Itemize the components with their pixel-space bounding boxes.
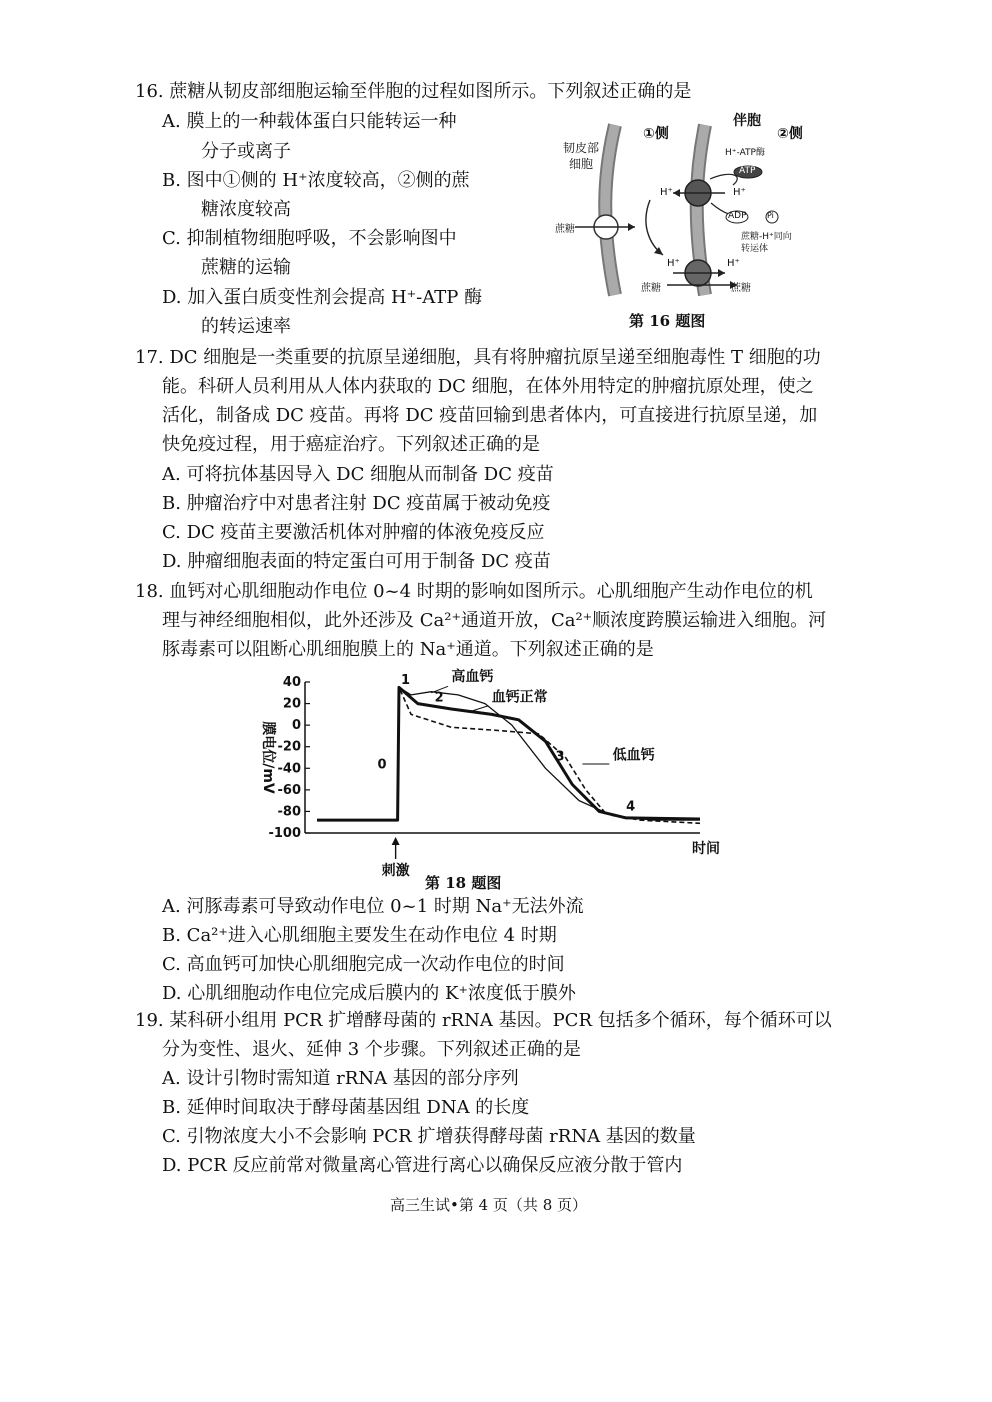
- y-tick-label: 40: [282, 675, 301, 690]
- page-footer: 高三生试•第 4 页（共 8 页）: [390, 1196, 588, 1214]
- q16-option-d-cont: 的转运速率: [201, 316, 291, 337]
- q18-stem-3: 豚毒素可以阻断心肌细胞膜上的 Na⁺通道。下列叙述正确的是: [162, 639, 654, 660]
- stimulus-label: 刺激: [381, 863, 410, 879]
- q18-option-c: C. 高血钙可加快心肌细胞完成一次动作电位的时间: [162, 954, 565, 975]
- series-label-low-calcium: 低血钙: [612, 747, 655, 764]
- leader-normal: [472, 706, 489, 711]
- q18-option-b: B. Ca²⁺进入心肌细胞主要发生在动作电位 4 时期: [162, 925, 557, 946]
- q16-option-a: A. 膜上的一种载体蛋白只能转运一种: [162, 111, 457, 132]
- y-tick-label: 0: [291, 718, 301, 734]
- q18-stem-1: 18. 血钙对心肌细胞动作电位 0~4 时期的影响如图所示。心肌细胞产生动作电位的机: [135, 581, 813, 602]
- y-tick-label: -60: [277, 782, 301, 798]
- q18-stem-2: 理与神经细胞相似，此外还涉及 Ca²⁺通道开放，Ca²⁺顺浓度跨膜运输进入细胞。河: [162, 610, 827, 631]
- adp-label: ADP: [728, 211, 747, 221]
- q19-option-a: A. 设计引物时需知道 rRNA 基因的部分序列: [162, 1068, 519, 1089]
- q19-option-d: D. PCR 反应前常对微量离心管进行离心以确保反应液分散于管内: [162, 1155, 683, 1176]
- q18-figure-caption: 第 18 题图: [425, 874, 502, 892]
- sucrose-bottom-right-label: 蔗糖: [731, 283, 751, 294]
- q19-stem-2: 分为变性、退火、延伸 3 个步骤。下列叙述正确的是: [162, 1039, 581, 1060]
- q18-option-d: D. 心肌细胞动作电位完成后膜内的 K⁺浓度低于膜外: [162, 983, 576, 1004]
- side-1-label: ①侧: [643, 126, 669, 142]
- sucrose-bottom-left-label: 蔗糖: [641, 283, 661, 294]
- sucrose-left-label: 蔗糖: [555, 224, 575, 235]
- symporter-label-2: 转运体: [741, 244, 769, 254]
- symporter-label: 蔗糖-H⁺同向: [741, 232, 792, 242]
- q16-option-b: B. 图中①侧的 H⁺浓度较高，②侧的蔗: [162, 170, 470, 191]
- h-right-label: H⁺: [733, 187, 746, 198]
- q16-option-d: D. 加入蛋白质变性剂会提高 H⁺-ATP 酶: [162, 287, 483, 308]
- q17-option-a: A. 可将抗体基因导入 DC 细胞从而制备 DC 疫苗: [162, 464, 554, 485]
- phase-label-1: 1: [400, 673, 411, 689]
- q16-figure: [555, 105, 815, 300]
- q17-option-b: B. 肿瘤治疗中对患者注射 DC 疫苗属于被动免疫: [162, 493, 551, 514]
- companion-cell-label: 伴胞: [733, 113, 761, 129]
- q17-stem-3: 活化，制备成 DC 疫苗。再将 DC 疫苗回输到患者体内，可直接进行抗原呈递，加: [162, 405, 818, 426]
- phase-label-2: 2: [434, 690, 444, 706]
- y-tick-label: -80: [277, 804, 301, 820]
- q16-figure-caption: 第 16 题图: [629, 312, 706, 330]
- q17-option-d: D. 肿瘤细胞表面的特定蛋白可用于制备 DC 疫苗: [162, 551, 551, 572]
- phase-label-4: 4: [626, 799, 636, 815]
- q19-option-c: C. 引物浓度大小不会影响 PCR 扩增获得酵母菌 rRNA 基因的数量: [162, 1126, 696, 1147]
- h-left-label: H⁺: [660, 187, 673, 198]
- membrane-diagram: [555, 105, 815, 300]
- q16-stem: 16. 蔗糖从韧皮部细胞运输至伴胞的过程如图所示。下列叙述正确的是: [135, 81, 692, 102]
- q18-option-a: A. 河豚毒素可导致动作电位 0~1 时期 Na⁺无法外流: [162, 896, 584, 917]
- q16-option-b-cont: 糖浓度较高: [201, 199, 291, 220]
- q19-stem-1: 19. 某科研小组用 PCR 扩增酵母菌的 rRNA 基因。PCR 包括多个循环，每个循环可以: [135, 1010, 832, 1031]
- q19-option-b: B. 延伸时间取决于酵母菌基因组 DNA 的长度: [162, 1097, 530, 1118]
- y-tick-label: -20: [277, 739, 301, 755]
- stimulus-arrowhead: [392, 837, 400, 845]
- q17-stem-4: 快免疫过程，用于癌症治疗。下列叙述正确的是: [162, 434, 540, 455]
- q16-option-c-cont: 蔗糖的运输: [201, 257, 291, 278]
- series-label-high-calcium: 高血钙: [451, 669, 494, 685]
- h-low-left-label: H⁺: [667, 258, 680, 269]
- pump-label: H⁺-ATP酶: [725, 148, 765, 158]
- action-potential-chart: [250, 665, 720, 885]
- pi-label: Pi: [767, 211, 774, 220]
- phase-label-0: 0: [377, 757, 387, 773]
- phase-label-3: 3: [555, 749, 565, 765]
- y-tick-label: -40: [277, 761, 301, 777]
- h-low-right-label: H⁺: [727, 258, 740, 269]
- q16-option-a-cont: 分子或离子: [201, 141, 291, 162]
- y-axis-label: 膜电位/mV: [260, 721, 276, 794]
- series-label-normal-calcium: 血钙正常: [491, 689, 548, 706]
- q16-option-c: C. 抑制植物细胞呼吸，不会影响图中: [162, 228, 457, 249]
- q17-stem-2: 能。科研人员利用从人体内获取的 DC 细胞，在体外用特定的肿瘤抗原处理，使之: [162, 376, 814, 397]
- x-axis-label: 时间: [692, 841, 720, 857]
- phloem-cell-label: 韧皮部: [563, 141, 600, 155]
- q17-stem-1: 17. DC 细胞是一类重要的抗原呈递细胞，具有将肿瘤抗原呈递至细胞毒性 T 细胞的功: [135, 347, 821, 368]
- phloem-cell-label-2: 细胞: [569, 157, 594, 171]
- q17-option-c: C. DC 疫苗主要激活机体对肿瘤的体液免疫反应: [162, 522, 545, 543]
- atp-label: ATP: [739, 166, 756, 176]
- y-tick-label: -100: [268, 826, 301, 841]
- side-2-label: ②侧: [777, 126, 803, 142]
- y-tick-label: 20: [282, 696, 301, 712]
